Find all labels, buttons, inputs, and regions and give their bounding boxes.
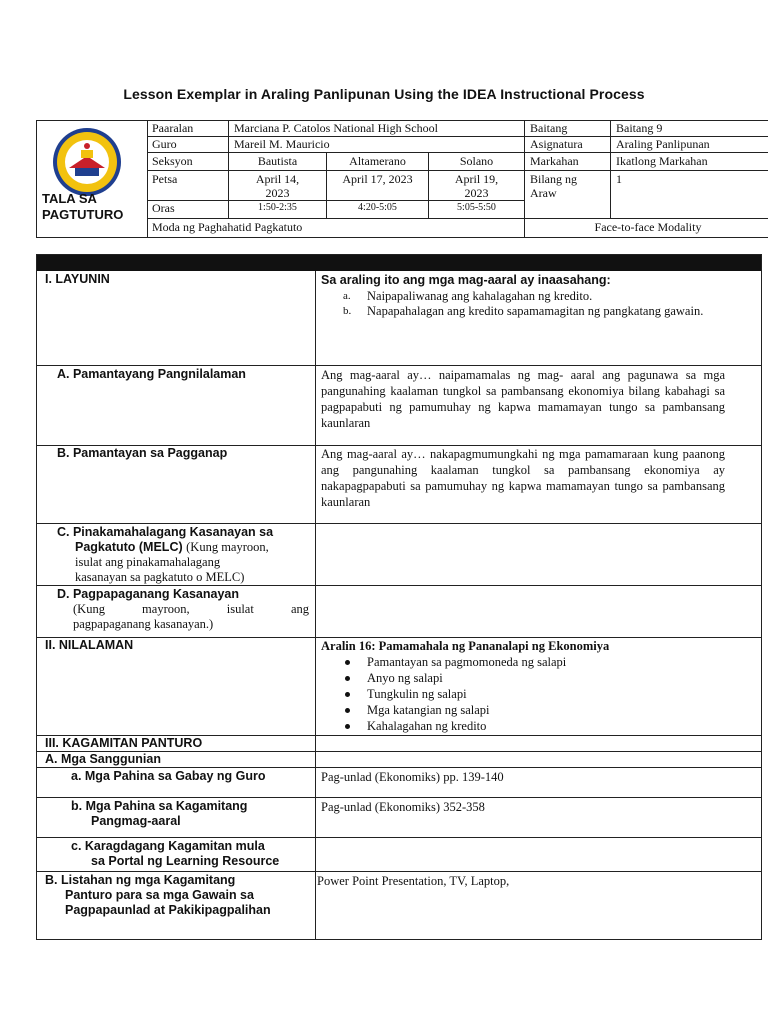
row-divider <box>37 523 761 524</box>
school-logo-icon <box>51 126 123 198</box>
layunin-label: I. LAYUNIN <box>45 272 110 286</box>
listahan-label: B. Listahan ng mga Kagamitang Panturo para sa mga Gawain sa Pagpapaunlad at Pakikipagpalihan <box>45 873 271 917</box>
nilalaman-item: Kahalagahan ng kredito <box>343 718 703 734</box>
pagganap-label: B. Pamantayan sa Pagganap <box>57 446 228 460</box>
petsa-april-14: April 14, 2023 <box>229 171 327 201</box>
oras-2: 4:20-5:05 <box>327 201 429 219</box>
row-divider <box>37 797 761 798</box>
layunin-list <box>343 289 725 319</box>
nilalaman-list <box>343 654 703 734</box>
nilalaman-item: Tungkulin ng salapi <box>343 686 703 702</box>
column-divider <box>315 271 316 939</box>
bilang-ng-araw-value: 1 <box>611 171 768 219</box>
row-divider <box>37 871 761 872</box>
kagamitang-value: Pag-unlad (Ekonomiks) 352-358 <box>321 800 485 814</box>
row-divider <box>37 837 761 838</box>
pangnilalaman-text: Ang mag-aaral ay… naipamamalas ng mag- aaral ang pagunawa sa mga pangunahing kaalaman tungkol sa pambansang ekonomiya bilang kabahagi sa pagpapabuti ng pamumuhay ng kapwa mamamayan tungo sa pambansang kaunlaran <box>321 368 725 430</box>
nilalaman-item: Pamantayan sa pagmomoneda ng salapi <box>343 654 703 670</box>
row-divider <box>37 365 761 366</box>
nilalaman-item: Anyo ng salapi <box>343 670 703 686</box>
kagamitan-label: III. KAGAMITAN PANTURO <box>45 736 203 750</box>
nilalaman-title: Aralin 16: Pamamahala ng Pananalapi ng Ekonomiya <box>321 639 610 653</box>
petsa-label: Petsa <box>147 171 229 201</box>
baitang-value: Baitang 9 <box>611 121 768 137</box>
baitang-label: Baitang <box>525 121 611 137</box>
header-table <box>36 120 768 238</box>
oras-3: 5:05-5:50 <box>429 201 525 219</box>
bilang-ng-araw-label: Bilang ng Araw <box>525 171 611 219</box>
pagganap-text: Ang mag-aaral ay… nakapagmumungkahi ng mga pamamaraan kung paanong ang pangunahing kaalaman tungkol sa pambansang ekonomiya ay nakapagpapabuti sa pamumuhay ng kapwa mamamayan tungo sa pambansang kaunlaran <box>321 447 725 509</box>
gabay-label: a. Mga Pahina sa Gabay ng Guro <box>71 769 266 783</box>
markahan-label: Markahan <box>525 153 611 171</box>
seksyon-solano: Solano <box>429 153 525 171</box>
seksyon-label: Seksyon <box>147 153 229 171</box>
moda-value: Face-to-face Modality <box>594 220 702 234</box>
paaralan-value: Marciana P. Catolos National High School <box>229 121 525 137</box>
document-title: Lesson Exemplar in Araling Panlipunan Using the IDEA Instructional Process <box>123 86 645 102</box>
asignatura-label: Asignatura <box>525 137 611 153</box>
asignatura-value: Araling Panlipunan <box>611 137 768 153</box>
nilalaman-label: II. NILALAMAN <box>45 638 134 652</box>
nilalaman-item: Mga katangian ng salapi <box>343 702 703 718</box>
row-divider <box>37 585 761 586</box>
header-logo-cell <box>37 121 148 237</box>
lesson-table <box>36 254 762 940</box>
sanggunian-label: A. Mga Sanggunian <box>45 752 161 766</box>
tala-sa-pagtuturo-label: TALA SA PAGTUTURO <box>42 191 124 222</box>
row-divider <box>37 767 761 768</box>
karagdagang-label: c. Karagdagang Kagamitan mula sa Portal ng Learning Resource <box>71 839 280 868</box>
moda-label: Moda ng Paghahatid Pagkatuto <box>147 219 525 237</box>
guro-value: Mareil M. Mauricio <box>229 137 525 153</box>
layunin-intro: Sa araling ito ang mga mag-aaral ay inaasahang: <box>321 273 611 287</box>
paaralan-label: Paaralan <box>147 121 229 137</box>
gabay-value: Pag-unlad (Ekonomiks) pp. 139-140 <box>321 770 504 784</box>
kagamitang-label: b. Mga Pahina sa Kagamitang Pangmag-aaral <box>71 799 248 828</box>
oras-1: 1:50-2:35 <box>229 201 327 219</box>
layunin-item: b. Napapahalagan ang kredito sapamamagitan ng pangkatang gawain. <box>343 304 704 318</box>
listahan-value: Power Point Presentation, TV, Laptop, <box>317 874 510 888</box>
markahan-value: Ikatlong Markahan <box>611 153 768 171</box>
petsa-april-17: April 17, 2023 <box>327 171 429 201</box>
table-header-bar <box>37 255 761 271</box>
pangnilalaman-label: A. Pamantayang Pangnilalaman <box>57 367 246 381</box>
layunin-item: a. Naipapaliwanag ang kahalagahan ng kredito. <box>343 289 593 303</box>
pagpapaganang-label: D. Pagpapaganang Kasanayan (Kung mayroon, isulat ang pagpapaganang kasanayan.) <box>57 587 309 631</box>
petsa-april-19: April 19, 2023 <box>429 171 525 201</box>
guro-label: Guro <box>147 137 229 153</box>
melc-label: C. Pinakamahalagang Kasanayan sa Pagkatuto (MELC) (Kung mayroon, isulat ang pinakamahalagang kasanayan sa pagkatuto o MELC) <box>57 525 274 584</box>
seksyon-bautista: Bautista <box>229 153 327 171</box>
seksyon-altamerano: Altamerano <box>327 153 429 171</box>
oras-label: Oras <box>147 201 229 219</box>
